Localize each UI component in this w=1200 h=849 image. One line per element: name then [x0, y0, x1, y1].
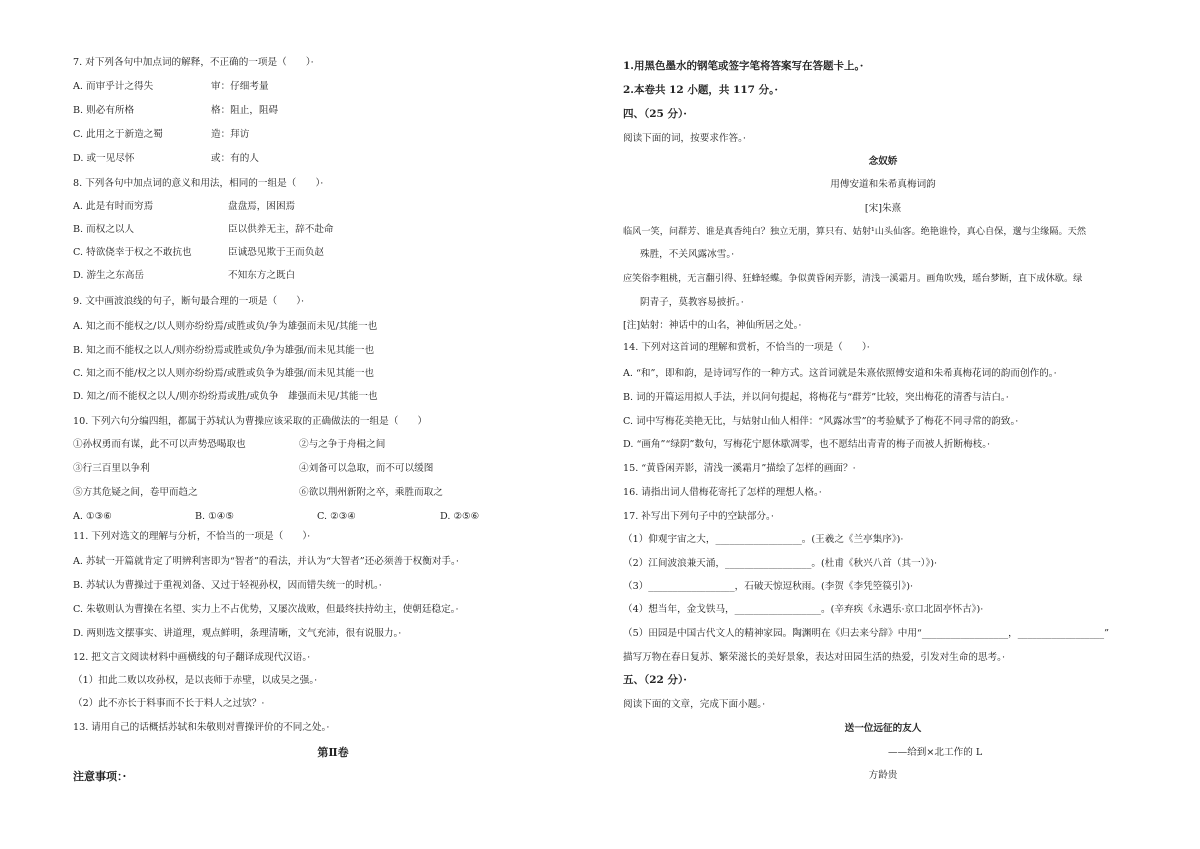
q9-option-c: C. 知之而不能/权之以人则亦纷纷焉/或胜或负争为雄强/而未见其能一也 [73, 368, 375, 379]
q10-item-6: ⑥欲以荆州新附之卒，乘胜而取之 [299, 487, 443, 498]
section-5-intro: 阅读下面的文章，完成下面小题。· [623, 699, 766, 710]
q13-stem: 13. 请用自己的话概括苏轼和朱敬则对曹操评价的不同之处。· [73, 722, 330, 733]
q15-stem: 15. “黄昏闲弄影，清浅一溪霜月”描绘了怎样的画面？· [623, 463, 856, 474]
q10-answer-b: B. ①④⑤ [195, 511, 234, 522]
q9-option-b: B. 知之而不能权之以人/则亦纷纷焉或胜或负/争为雄强/而未见其能一也 [73, 345, 375, 356]
q14-stem: 14. 下列对这首词的理解和赏析，不恰当的一项是（ ）· [623, 342, 870, 353]
poem-line-3: 应笑俗李粗桃，无言翻引得、狂蜂轻蝶。争似黄昏闲弄影，清浅一溪霜月。画角吹残，瑶台梦断，直下成休歇。绿 [623, 273, 1083, 284]
q9-option-d: D. 知之/而不能权之以人/则亦纷纷焉或胜/或负争 雄强而未见/其能一也 [73, 391, 378, 402]
q10-item-4: ④刘备可以急取，而不可以缓图 [299, 463, 434, 474]
q11-option-d: D. 两则选文摆事实、讲道理，观点鲜明，条理清晰，文气充沛，很有说服力。· [73, 628, 402, 639]
q12-item-1: （1）扣此二败以攻孙权，是以丧师于赤壁，以成吴之强。· [73, 675, 318, 686]
q10-item-5: ⑤方其危疑之间，卷甲而趋之 [73, 487, 198, 498]
q11-option-b: B. 苏轼认为曹操过于重视刘备、又过于轻视孙权，因而错失统一的时机。· [73, 580, 382, 591]
q14-option-a: A. “和”，即和韵，是诗词写作的一种方式。这首词就是朱熹依照傅安道和朱希真梅花词的韵而创作的。· [623, 368, 1057, 379]
q8-option-a: A. 此是有时而穷焉 [73, 201, 154, 212]
poem-line-1: 临风一笑，问群芳、谁是真香纯白？独立无朋，算只有、姑射¹山头仙客。绝艳谁怜，真心自保，邈与尘缘隔。天然 [623, 226, 1087, 237]
q10-answer-d: D. ②⑤⑥ [440, 511, 480, 522]
q8-option-c: C. 特欲侥幸于权之不敢抗也 [73, 247, 192, 258]
section-5-title: 五、（22 分）· [623, 674, 687, 686]
poem-author: [宋]朱熹 [864, 203, 902, 214]
article-title: 送一位远征的友人 [844, 723, 922, 734]
poem-note: [注]姑射：神话中的山名，神仙所居之处。· [623, 320, 802, 331]
poem-subtitle: 用傅安道和朱希真梅词韵 [830, 179, 936, 190]
q16-stem: 16. 请指出词人借梅花寄托了怎样的理想人格。· [623, 487, 822, 498]
q17-item-4: （4）想当年，金戈铁马，__________________。(辛弃疾《永遇乐·京口北固亭怀古》)· [623, 604, 984, 615]
q11-option-c: C. 朱敬则认为曹操在名望、实力上不占优势，又屡次战败，但最终扶持幼主，使朝廷稳定。· [73, 604, 459, 615]
article-author: 方龄贵 [868, 770, 898, 781]
q8-option-a-pair: 盘盘焉，困困焉 [228, 201, 296, 212]
q14-option-c: C. 词中写梅花美艳无比，与姑射山仙人相伴：“风露冰雪”的考验赋予了梅花不同寻常的韵致。· [623, 416, 1019, 427]
poem-line-2: 殊胜，不关风露冰雪。· [640, 249, 735, 260]
poem-title: 念奴娇 [868, 156, 898, 167]
section-4-title: 四、（25 分）· [623, 108, 687, 120]
q9-stem: 9. 文中画波浪线的句子，断句最合理的一项是（ ）· [73, 296, 305, 307]
q17-item-5-continued: 描写万物在春日复苏、繁荣滋长的美好景象，表达对田园生活的热爱，引发对生命的思考。· [623, 652, 1005, 663]
q17-stem: 17. 补写出下列句子中的空缺部分。· [623, 511, 774, 522]
q11-option-a: A. 苏轼一开篇就肯定了明辨利害即为“智者”的看法，并认为“大智者”还必须善于权衡对手。· [73, 556, 459, 567]
q8-stem: 8. 下列各句中加点词的意义和用法，相同的一组是（ ）· [73, 178, 324, 189]
q12-item-2: （2）此不亦长于料事而不长于料人之过欤？· [73, 698, 265, 709]
part2-title: 第Ⅱ卷 [317, 746, 349, 759]
q10-stem: 10. 下列六句分编四组，都属于苏轼认为曹操应该采取的正确做法的一组是（ ） [73, 416, 428, 427]
q10-answer-a: A. ①③⑥ [73, 511, 112, 522]
q7-option-c-note: 造：拜访 [211, 129, 250, 140]
q10-item-2: ②与之争于舟楫之间 [299, 439, 386, 450]
q7-option-b: B. 则必有所格 [73, 105, 135, 116]
q8-option-b-pair: 臣以供养无主，辞不赴命 [228, 224, 334, 235]
q8-option-d: D. 游生之东高岳 [73, 270, 145, 281]
q17-item-2: （2）江间波浪兼天涌，__________________。(杜甫《秋兴八首（其一）》)· [623, 558, 938, 569]
q14-option-d: D. “画角”“绿阴”数句，写梅花宁愿休歇凋零，也不愿结出青青的梅子而被人折断梅枝。· [623, 439, 991, 450]
poem-line-4: 阴青子，莫教容易披折。· [640, 297, 744, 308]
notice-item-2: 2.本卷共 12 小题，共 117 分。· [623, 84, 779, 96]
q12-stem: 12. 把文言文阅读材料中画横线的句子翻译成现代汉语。· [73, 652, 311, 663]
q7-option-d: D. 或一见尽怀 [73, 153, 135, 164]
q7-stem: 7. 对下列各句中加点词的解释，不正确的一项是（ ）· [73, 57, 314, 68]
q8-option-c-pair: 臣诚恐见欺于王而负赵 [228, 247, 324, 258]
q17-item-3: （3）__________________，石破天惊逗秋雨。(李贺《李凭箜篌引》)· [623, 581, 914, 592]
q7-option-d-note: 或：有的人 [211, 153, 259, 164]
q11-stem: 11. 下列对选文的理解与分析，不恰当的一项是（ ）· [73, 531, 311, 542]
q7-option-a: A. 而审乎计之得失 [73, 81, 154, 92]
q10-item-3: ③行三百里以争利 [73, 463, 150, 474]
notice-item-1: 1.用黑色墨水的钢笔或签字笔将答案写在答题卡上。· [623, 60, 864, 72]
notice-title: 注意事项：· [73, 770, 127, 783]
q8-option-b: B. 而权之以人 [73, 224, 135, 235]
q7-option-b-note: 格：阻止，阻碍 [211, 105, 279, 116]
q14-option-b: B. 词的开篇运用拟人手法，并以问句提起，将梅花与“群芳”比较，突出梅花的清香与洁白。· [623, 392, 1009, 403]
article-subtitle: ——给到×北工作的 L [888, 747, 983, 758]
q10-answer-c: C. ②③④ [317, 511, 356, 522]
q10-item-1: ①孙权勇而有谋，此不可以声势恐喝取也 [73, 439, 246, 450]
q7-option-a-note: 审：仔细考量 [211, 81, 269, 92]
q9-option-a: A. 知之而不能权之/以人则亦纷纷焉/或胜或负/争为雄强而未见/其能一也 [73, 321, 378, 332]
q8-option-d-pair: 不知东方之既白 [228, 270, 296, 281]
section-4-intro: 阅读下面的词，按要求作答。· [623, 133, 746, 144]
q7-option-c: C. 此用之于新造之蜀 [73, 129, 163, 140]
q17-item-5: （5）田园是中国古代文人的精神家园。陶渊明在《归去来兮辞》中用“__________________，__________________” [623, 628, 1110, 639]
q17-item-1: （1）仰观宇宙之大，__________________。(王羲之《兰亭集序》)· [623, 534, 904, 545]
